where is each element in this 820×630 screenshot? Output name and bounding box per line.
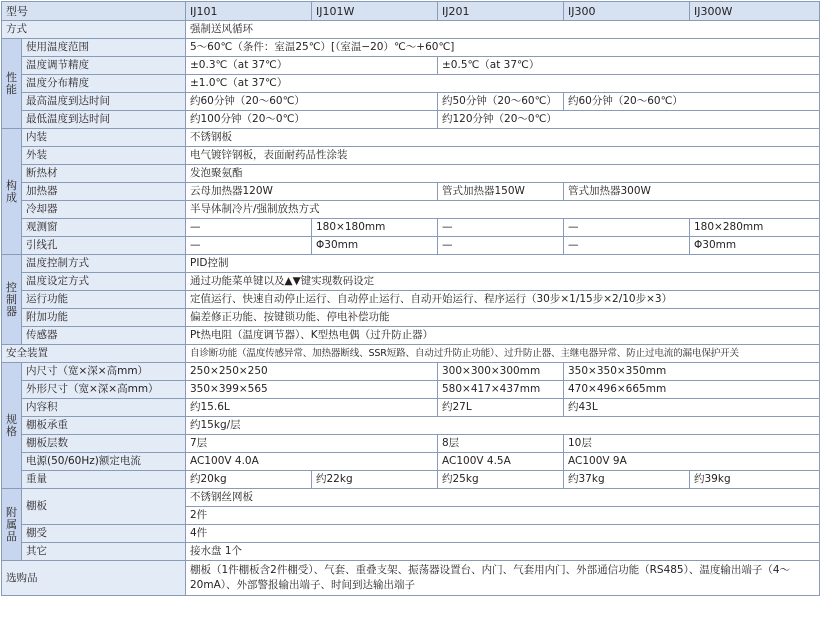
sensor-label: 传感器 [22,327,186,345]
weight-ij300w: 约39kg [690,471,820,489]
section-accessories: 附属品 [2,489,22,561]
model-header-label: 型号 [2,2,186,21]
shelf-count-value-b: 8层 [438,435,564,453]
cable-hole-ij201: — [438,237,564,255]
power-value-b: AC100V 4.5A [438,453,564,471]
temp-adjust-value-a: ±0.3℃（at 37℃） [186,57,438,75]
options-label: 选购品 [2,561,186,596]
temp-distribution-label: 温度分布精度 [22,75,186,93]
model-ij101: IJ101 [186,2,312,21]
window-ij300w: 180×280mm [690,219,820,237]
insulation-row [2,165,820,183]
inner-size-value-c: 350×350×350mm [564,363,820,381]
sensor-value: Pt热电阻（温度调节器）、K型热电偶（过升防止器） [186,327,820,345]
cable-hole-label: 引线孔 [22,237,186,255]
power-label: 电源(50/60Hz)额定电流 [22,453,186,471]
sensor-row [2,327,820,345]
max-time-value-a: 约60分钟（20～60℃） [186,93,438,111]
spec-table [1,1,820,596]
safety-row [2,345,820,363]
outer-value: 电气镀锌钢板，表面耐药品性涂装 [186,147,820,165]
weight-ij201: 约25kg [438,471,564,489]
method-row [2,21,820,39]
outer-size-row [2,381,820,399]
volume-value-a: 约15.6L [186,399,438,417]
weight-row [2,471,820,489]
section-construction: 构成 [2,129,22,255]
weight-ij101: 约20kg [186,471,312,489]
cable-hole-row [2,237,820,255]
shelf-load-value: 约15kg/层 [186,417,820,435]
temp-adjust-row [2,57,820,75]
model-ij101w: IJ101W [312,2,438,21]
shelf-holder-value: 4件 [186,525,820,543]
inner-size-label: 内尺寸（宽×深×高mm） [22,363,186,381]
max-time-value-b: 约50分钟（20～60℃） [438,93,564,111]
outer-size-value-b: 580×417×437mm [438,381,564,399]
inner-label: 内装 [22,129,186,147]
min-time-row [2,111,820,129]
insulation-value: 发泡聚氨酯 [186,165,820,183]
other-value: 接水盘 1个 [186,543,820,561]
safety-value: 自诊断功能（温度传感异常、加热器断线、SSR短路、自动过升防止功能）、过升防止器、主继电器异常、防止过电流的漏电保护开关 [186,345,820,363]
control-method-value: PID控制 [186,255,820,273]
window-ij101w: 180×180mm [312,219,438,237]
section-control: 控制器 [2,255,22,345]
method-label: 方式 [2,21,186,39]
setting-value: 通过功能菜单键以及▲▼键实现数码设定 [186,273,820,291]
window-row [2,219,820,237]
temp-distribution-row [2,75,820,93]
shelf-load-row [2,417,820,435]
temp-range-label: 使用温度范围 [22,39,186,57]
shelf-label: 棚板 [22,489,186,525]
temp-adjust-value-b: ±0.5℃（at 37℃） [438,57,820,75]
shelf-holder-label: 棚受 [22,525,186,543]
heater-row [2,183,820,201]
control-method-label: 温度控制方式 [22,255,186,273]
volume-label: 内容积 [22,399,186,417]
power-row [2,453,820,471]
weight-ij101w: 约22kg [312,471,438,489]
operation-value: 定值运行、快速自动停止运行、自动停止运行、自动开始运行、程序运行（30步×1/15步×2/10步×3） [186,291,820,309]
shelf-row-1 [2,489,820,507]
options-value: 棚板（1件棚板含2件棚受）、气套、重叠支架、振荡器设置台、内门、气套用内门、外部通信功能（RS485）、温度输出端子（4～20mA）、外部警报输出端子、时间到达输出端子 [186,561,820,596]
window-ij300: — [564,219,690,237]
setting-row [2,273,820,291]
section-performance: 性能 [2,39,22,129]
cable-hole-ij101w: Φ30mm [312,237,438,255]
outer-size-label: 外形尺寸（宽×深×高mm） [22,381,186,399]
min-time-value-a: 约100分钟（20～0℃） [186,111,438,129]
setting-label: 温度设定方式 [22,273,186,291]
shelf-count-value-c: 10层 [564,435,820,453]
max-time-value-c: 约60分钟（20～60℃） [564,93,820,111]
cable-hole-ij101: — [186,237,312,255]
temp-distribution-value: ±1.0℃（at 37℃） [186,75,820,93]
shelf-value-b: 2件 [186,507,820,525]
shelf-count-label: 棚板层数 [22,435,186,453]
cooler-row [2,201,820,219]
options-row [2,561,820,596]
heater-value-b: 管式加热器150W [438,183,564,201]
inner-size-value-a: 250×250×250 [186,363,438,381]
model-ij300w: IJ300W [690,2,820,21]
operation-label: 运行功能 [22,291,186,309]
window-ij101: — [186,219,312,237]
shelf-count-value-a: 7层 [186,435,438,453]
outer-label: 外装 [22,147,186,165]
shelf-value-a: 不锈钢丝网板 [186,489,820,507]
outer-row [2,147,820,165]
max-time-row [2,93,820,111]
power-value-c: AC100V 9A [564,453,820,471]
outer-size-value-a: 350×399×565 [186,381,438,399]
power-value-a: AC100V 4.0A [186,453,438,471]
other-row [2,543,820,561]
cooler-label: 冷却器 [22,201,186,219]
model-ij201: IJ201 [438,2,564,21]
volume-value-c: 约43L [564,399,820,417]
shelf-holder-row [2,525,820,543]
temp-range-row [2,39,820,57]
extra-function-label: 附加功能 [22,309,186,327]
min-time-value-b: 约120分钟（20～0℃） [438,111,820,129]
inner-size-row [2,363,820,381]
volume-value-b: 约27L [438,399,564,417]
operation-row [2,291,820,309]
insulation-label: 断热材 [22,165,186,183]
shelf-count-row [2,435,820,453]
shelf-load-label: 棚板承重 [22,417,186,435]
model-ij300: IJ300 [564,2,690,21]
window-label: 观测窗 [22,219,186,237]
heater-value-c: 管式加热器300W [564,183,820,201]
safety-label: 安全装置 [2,345,186,363]
method-value: 强制送风循环 [186,21,820,39]
temp-adjust-label: 温度调节精度 [22,57,186,75]
header-row [2,2,820,21]
cooler-value: 半导体制冷片/强制放热方式 [186,201,820,219]
min-time-label: 最低温度到达时间 [22,111,186,129]
other-label: 其它 [22,543,186,561]
inner-row [2,129,820,147]
weight-ij300: 约37kg [564,471,690,489]
inner-value: 不锈钢板 [186,129,820,147]
control-method-row [2,255,820,273]
weight-label: 重量 [22,471,186,489]
window-ij201: — [438,219,564,237]
max-time-label: 最高温度到达时间 [22,93,186,111]
extra-function-value: 偏差修正功能、按键锁功能、停电补偿功能 [186,309,820,327]
outer-size-value-c: 470×496×665mm [564,381,820,399]
cable-hole-ij300w: Φ30mm [690,237,820,255]
heater-value-a: 云母加热器120W [186,183,438,201]
cable-hole-ij300: — [564,237,690,255]
inner-size-value-b: 300×300×300mm [438,363,564,381]
heater-label: 加热器 [22,183,186,201]
temp-range-value: 5～60℃（条件：室温25℃）[（室温−20）℃～+60℃] [186,39,820,57]
extra-function-row [2,309,820,327]
section-spec: 规格 [2,363,22,489]
volume-row [2,399,820,417]
